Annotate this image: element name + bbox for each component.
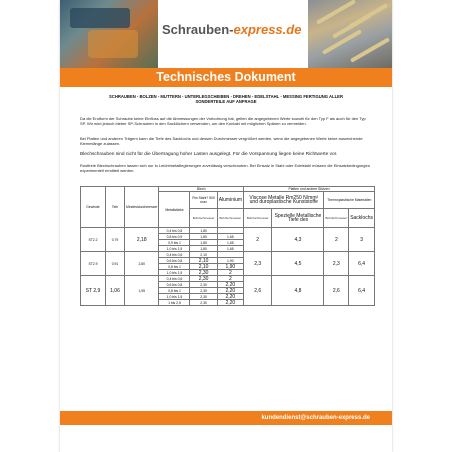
col-header-alu: Aluminium [217,192,243,209]
col-header-mindest: Mindestdurchmesser [125,187,159,228]
thickness-cell: 0,6 bis 0,8 [159,282,190,288]
col-sub-sackloch: Sacklochs [349,209,375,228]
thermo-cell: 2 [324,228,349,252]
alu-cell: 1,65 [217,240,243,246]
thickness-cell: 0,4 bis 0,8 [159,228,190,234]
spec-table [80,186,375,306]
alu-cell: 1,65 [217,246,243,252]
rm-cell: 2,30 [190,288,217,294]
workshop-photo [60,0,158,68]
alu-cell: 2 [217,276,243,282]
col-header-platten: Platten und andere Stützen [244,187,375,192]
dm-cell: 1,95 [125,276,159,306]
rm-cell: 2,30 [190,282,217,288]
alu-cell: 2,20 [217,294,243,300]
alu-cell: 2,20 [217,282,243,288]
thickness-cell: 0,6 bis 0,8 [159,258,190,264]
sack-cell: 3 [349,228,375,252]
rm-cell: 1,80 [190,234,217,240]
alu-cell: 2,20 [217,300,243,306]
thickness-cell: 1,0 bis 1,5 [159,294,190,300]
thickness-cell: 1,0 bis 1,5 [159,270,190,276]
screw-cell: ST2.9 [81,252,106,276]
thickness-cell: 0,8 bis 1 [159,288,190,294]
alu-cell: 1,65 [217,234,243,240]
thermo-cell: 2,3 [324,252,349,276]
screw-cell: ST2.2 [81,228,106,252]
visc-cell: 2 [244,228,272,252]
alu-cell: 2 [217,270,243,276]
dm-cell: 2,80 [125,252,159,276]
thickness-cell: 1,0 bis 1,5 [159,246,190,252]
col-sub-bohr-1: Bohrlochmesser [190,209,217,228]
col-sub-bohr-3: Bohrlochmesser [244,209,272,228]
col-header-visc: Viscose Metalle Rm250 N/mm² und duroplastische Kunststoffe [244,192,324,209]
screw-cell: ST 2,9 [81,276,106,306]
thickness-cell: 0,4 bis 0,6 [159,252,190,258]
teil-cell: 1,06 [106,276,125,306]
rm-cell: 2,10 [190,252,217,258]
rm-cell: 1,80 [190,246,217,252]
thermo-cell: 2,6 [324,276,349,306]
alu-cell: 1,90 [217,264,243,270]
contact-email-link[interactable]: kundendienst@schrauben-express.de [261,415,370,421]
thickness-cell: 0,4 bis 0,6 [159,276,190,282]
rm-cell: 2,30 [190,300,217,306]
rm-cell: 2,10 [190,264,217,270]
document-page [60,0,392,452]
thickness-cell: 0,9 bis 1 [159,240,190,246]
col-header-metallstaerke: Metallstärke [159,192,190,228]
logo-text-primary: Schrauben- [162,22,234,37]
paragraph-1: Da die Endform der Schraube keine Einfluss auf die Abmessungen der Vorbohrung hat, gelten die angegebenen Werte sowohl für den Typ F als auch für den Typ SP. Wir wird jedoch bleber SP-Schrauben in den Sacklöchern verwenden, um den Kontakt mit möglichen Spänen zu vermeiden. [80,116,366,126]
col-header-teil: Teilr [106,187,125,228]
alu-cell: 2,20 [217,288,243,294]
rm-cell: 2,30 [190,276,217,282]
visc-cell: 2,6 [244,276,272,306]
rm-cell: 2,10 [190,258,217,264]
alu-cell: 1,90 [217,258,243,264]
paragraph-2: Bei Platten und anderen Trägern kann die Tiefe des Sacklochs und dessen Durchmesser vergrößert werden, wenn die angegebenen Werte keine ausreichende Klemmlänge zulassen. [80,136,363,146]
tiefe-cell: 4,5 [272,252,324,276]
col-header-gewinde: Gewinde [81,187,106,228]
dm-cell: 2,18 [125,228,159,252]
teil-cell: 0.91 [106,252,125,276]
visc-cell: 2,3 [244,252,272,276]
paragraph-4: Rostfreie Blechschrauben lassen sich nur in Leichtmetalllegierungen zuverlässig verschrauben. Bei Einsatz in Stahl oder Edelstahl müssen die Einsatzbedingungen experimentell ermittelt werden. [80,163,370,173]
col-sub-spezielle: Spezielle Metallische Tiefe des [272,209,324,228]
thickness-cell: 1 bis 2,5 [159,300,190,306]
document-title: Technisches Dokument [156,70,296,84]
thickness-cell: 0,8 bis 1 [159,264,190,270]
tiefe-cell: 4,3 [272,228,324,252]
sack-cell: 6,4 [349,276,375,306]
subhead-line-1: SCHRAUBEN - BOLZEN - MUTTERN - UNTERLEGSCHEIBEN - DREHEN - EDELSTAHL - MESSING FERTIGUNG ALLER [109,94,343,99]
col-sub-bohr-2: Bohrlochmesser [217,209,243,228]
paragraph-3: Blechschrauben sind nicht für die Übertragung hoher Lasten ausgelegt. Für die Vorspannung liegen keine Richtwerte vor. [80,152,338,157]
teil-cell: 0.79 [106,228,125,252]
subhead-line-2: SONDERTEILE AUF ANFRAGE [195,99,257,104]
sack-cell: 6,4 [349,252,375,276]
rm-cell: 1,80 [190,228,217,234]
tiefe-cell: 4,8 [272,276,324,306]
col-header-thermo: Thermoplastische Materialien [324,192,375,209]
brand-logo[interactable] [162,22,301,37]
logo-text-domain: express.de [233,22,302,37]
thickness-cell: 0,8 bis 0,9 [159,234,190,240]
rm-cell: 2,30 [190,270,217,276]
col-header-rm: Rm Stahl? 500 max [190,192,217,209]
col-header-blech: Blech [159,187,244,192]
product-subhead [60,94,392,104]
col-sub-bohr-4: Bohrlochmesser [324,209,349,228]
rm-cell: 1,80 [190,240,217,246]
screws-photo [308,0,392,68]
rm-cell: 2,30 [190,294,217,300]
